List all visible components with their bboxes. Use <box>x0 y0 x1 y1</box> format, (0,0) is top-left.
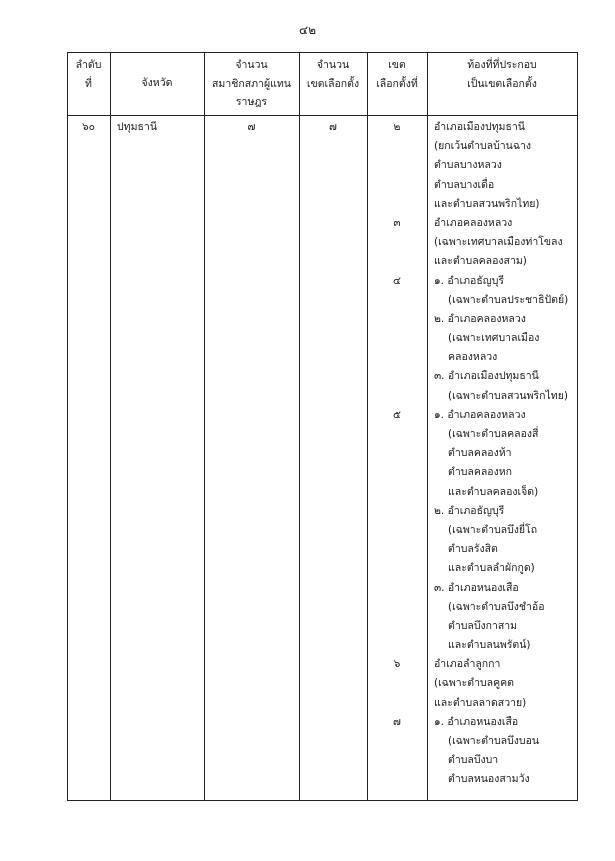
header-province: จังหวัด <box>141 77 173 89</box>
district-number: ๓ <box>393 216 401 229</box>
district-number-spacer <box>367 329 427 348</box>
constituency-table <box>67 52 578 801</box>
area-line: อำเภอเมืองปทุมธานี <box>434 121 525 133</box>
row-province: ปทุมธานี <box>117 121 157 133</box>
row-members: ๗ <box>247 121 256 133</box>
district-number: ๔ <box>393 274 401 287</box>
header-district-no: เขต เลือกตั้งที่ <box>376 59 418 90</box>
district-number-spacer <box>367 770 427 789</box>
area-line: ๑. อำเภอหนองเสือ <box>434 715 519 728</box>
area-line: คลองหลวง <box>448 351 498 364</box>
area-line: และตำบลลาดสวาย) <box>434 696 527 709</box>
area-line: ตำบลหนองสามวัง <box>448 773 530 786</box>
col-border <box>427 52 428 801</box>
district-number-spacer <box>367 636 427 655</box>
area-line: (เฉพาะตำบลคูคต <box>434 677 514 690</box>
header-order: ลำดับ ที่ <box>75 59 102 90</box>
district-number-spacer <box>367 195 427 214</box>
district-number-spacer <box>367 502 427 521</box>
area-line: ๓. อำเภอเมืองปทุมธานี <box>434 370 539 383</box>
page-number: ๔๒ <box>299 23 316 37</box>
district-number-spacer <box>367 291 427 310</box>
col-border <box>299 52 300 801</box>
district-number-spacer <box>367 598 427 617</box>
area-line: (เฉพาะตำบลบึงชำอ้อ <box>448 600 545 613</box>
district-number-spacer <box>367 156 427 175</box>
area-line: อำเภอลำลูกกา <box>434 658 501 671</box>
header-area: ท้องที่ที่ประกอบ เป็นเขตเลือกตั้ง <box>467 59 537 90</box>
area-line: ๑. อำเภอคลองหลวง <box>434 408 526 421</box>
district-number-spacer <box>367 425 427 444</box>
area-line: (ยกเว้นตำบลบ้านฉาง <box>434 140 531 153</box>
col-border <box>204 52 205 801</box>
table-bottom-border <box>67 800 578 801</box>
area-line: ๒. อำเภอคลองหลวง <box>434 312 526 325</box>
area-line: ตำบลบึงกาสาม <box>448 619 518 632</box>
row-order: ๖๐ <box>81 121 96 133</box>
district-number: ๖ <box>393 658 401 671</box>
district-number-spacer <box>367 387 427 406</box>
area-line: (เฉพาะตำบลประชาธิปัตย์) <box>448 293 569 306</box>
district-number-spacer <box>367 252 427 271</box>
district-number-spacer <box>367 674 427 693</box>
area-line: (เฉพาะตำบลคลองสี่ <box>448 428 539 440</box>
col-border <box>67 52 68 801</box>
district-number-spacer <box>367 751 427 770</box>
district-number: ๒ <box>393 121 401 133</box>
district-number-spacer <box>367 521 427 540</box>
area-line: ตำบลบางเดื่อ <box>434 178 495 191</box>
district-number-spacer <box>367 444 427 463</box>
district-number: ๗ <box>393 715 401 728</box>
table-top-border <box>67 52 578 53</box>
district-number: ๕ <box>393 408 401 421</box>
area-line: ตำบลคลองห้า <box>448 447 512 460</box>
district-number-spacer <box>367 579 427 598</box>
district-number-spacer <box>367 483 427 502</box>
area-line: ตำบลรังสิต <box>448 543 498 556</box>
header-members: จำนวน สมาชิกสภาผู้แทน ราษฎร <box>212 59 291 108</box>
district-number-spacer <box>367 694 427 713</box>
district-number-spacer <box>367 310 427 329</box>
area-line: และตำบลสวนพริกไทย) <box>434 197 540 210</box>
col-border <box>110 52 111 801</box>
district-number-spacer <box>367 348 427 367</box>
district-number-spacer <box>367 176 427 195</box>
area-line: (เฉพาะเทศบาลเมืองท่าโขลง <box>434 236 563 249</box>
district-number-spacer <box>367 137 427 156</box>
area-line: และตำบลคลองเจ็ด) <box>448 485 539 498</box>
area-line: ๑. อำเภอธัญบุรี <box>434 274 505 287</box>
district-number-spacer <box>367 559 427 578</box>
header-districts-count: จำนวน เขตเลือกตั้ง <box>306 59 360 90</box>
col-border <box>577 52 578 801</box>
row-districts-count: ๗ <box>329 121 337 133</box>
area-line: อำเภอคลองหลวง <box>434 216 513 229</box>
area-line: ๒. อำเภอธัญบุรี <box>434 504 505 517</box>
area-line: ตำบลคลองหก <box>448 466 512 479</box>
area-line: ตำบลบางหลวง <box>434 159 502 172</box>
area-line: และตำบลนพรัตน์) <box>448 639 531 652</box>
district-number-spacer <box>367 540 427 559</box>
area-line: และตำบลคลองสาม) <box>434 255 527 268</box>
district-number-spacer <box>367 463 427 482</box>
district-number-spacer <box>367 732 427 751</box>
district-number-spacer <box>367 233 427 252</box>
area-line: และตำบลลำผักกูด) <box>448 562 535 575</box>
area-line: (เฉพาะตำบลบึงบอน <box>448 735 540 747</box>
area-column <box>434 118 568 790</box>
district-number-column <box>367 118 427 790</box>
area-line: (เฉพาะตำบลสวนพริกไทย) <box>448 389 568 402</box>
district-number-spacer <box>367 617 427 636</box>
area-line: (เฉพาะเทศบาลเมือง <box>448 332 540 345</box>
area-line: ตำบลบึงบา <box>448 754 499 767</box>
area-line: (เฉพาะตำบลบึงยี่โถ <box>448 523 538 536</box>
area-line: ๓. อำเภอหนองเสือ <box>434 581 519 594</box>
district-number-spacer <box>367 367 427 386</box>
header-divider <box>67 115 578 116</box>
